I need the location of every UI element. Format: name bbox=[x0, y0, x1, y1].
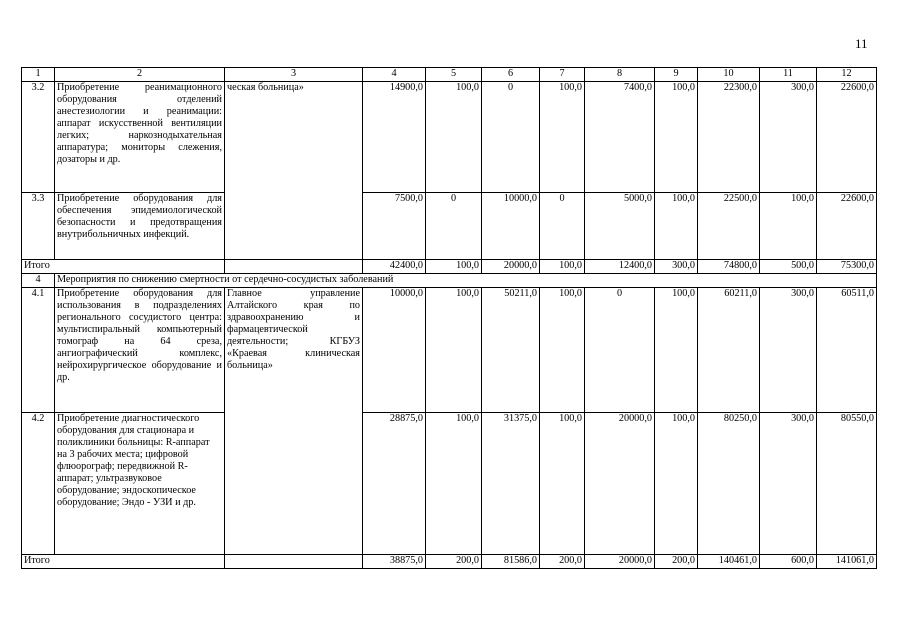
col-header-11: 11 bbox=[760, 68, 817, 82]
table-row bbox=[22, 413, 877, 555]
cell-col5: 100,0 bbox=[426, 288, 482, 413]
cell-col4: 14900,0 bbox=[363, 82, 426, 193]
cell-col8: 7400,0 bbox=[585, 82, 655, 193]
cell-col4: 28875,0 bbox=[363, 413, 426, 555]
col-header-2: 2 bbox=[55, 68, 225, 82]
cell-col10: 80250,0 bbox=[698, 413, 760, 555]
total-label: Итого bbox=[22, 555, 225, 569]
cell-col5: 100,0 bbox=[426, 82, 482, 193]
total-row bbox=[22, 555, 877, 569]
cell-col6: 50211,0 bbox=[482, 288, 540, 413]
col-header-9: 9 bbox=[655, 68, 698, 82]
cell-col8: 12400,0 bbox=[585, 260, 655, 274]
cell-col5: 100,0 bbox=[426, 413, 482, 555]
cell-col10: 140461,0 bbox=[698, 555, 760, 569]
col-header-12: 12 bbox=[817, 68, 877, 82]
section-row bbox=[22, 274, 877, 288]
cell-col5: 100,0 bbox=[426, 260, 482, 274]
col-header-8: 8 bbox=[585, 68, 655, 82]
cell-col12: 22600,0 bbox=[817, 193, 877, 260]
cell-col12: 60511,0 bbox=[817, 288, 877, 413]
cell-col11: 100,0 bbox=[760, 193, 817, 260]
row-description: Приобретение оборудования для использования в подразделениях регионального сосудистого центра: мультиспиральный компьютерный томограф на 64 среза, ангиографический комплекс, нейрохирургическое оборудование и др. bbox=[55, 288, 225, 413]
cell-col8: 20000,0 bbox=[585, 413, 655, 555]
page-number: 11 bbox=[855, 36, 868, 51]
measures-table bbox=[21, 67, 877, 569]
row-description: Приобретение реанимационного оборудования отделений анестезиологии и реанимации: аппарат искусственной вентиляции легких; наркознодыхательная аппаратура; мониторы слежения, дозаторы и др. bbox=[55, 82, 225, 193]
cell-col6: 20000,0 bbox=[482, 260, 540, 274]
cell-col7: 100,0 bbox=[540, 288, 585, 413]
cell-col11: 300,0 bbox=[760, 82, 817, 193]
col-header-5: 5 bbox=[426, 68, 482, 82]
cell-col4: 10000,0 bbox=[363, 288, 426, 413]
cell-col11: 600,0 bbox=[760, 555, 817, 569]
cell-col4: 42400,0 bbox=[363, 260, 426, 274]
cell-col11: 300,0 bbox=[760, 288, 817, 413]
cell-col12: 22600,0 bbox=[817, 82, 877, 193]
row-number: 4.2 bbox=[22, 413, 55, 555]
cell-col10: 22300,0 bbox=[698, 82, 760, 193]
column-number-row bbox=[22, 68, 877, 82]
cell-col9: 100,0 bbox=[655, 82, 698, 193]
table-row bbox=[22, 82, 877, 193]
row-number: 4.1 bbox=[22, 288, 55, 413]
cell-col8: 5000,0 bbox=[585, 193, 655, 260]
col-header-1: 1 bbox=[22, 68, 55, 82]
cell-col7: 100,0 bbox=[540, 82, 585, 193]
cell-col7: 100,0 bbox=[540, 260, 585, 274]
total-label: Итого bbox=[22, 260, 225, 274]
section-title: Мероприятия по снижению смертности от сердечно-сосудистых заболеваний bbox=[55, 274, 877, 288]
cell-col12: 141061,0 bbox=[817, 555, 877, 569]
cell-col10: 74800,0 bbox=[698, 260, 760, 274]
cell-col6: 31375,0 bbox=[482, 413, 540, 555]
cell-col10: 22500,0 bbox=[698, 193, 760, 260]
col-header-4: 4 bbox=[363, 68, 426, 82]
section-number: 4 bbox=[22, 274, 55, 288]
cell-col6: 0 bbox=[482, 82, 540, 193]
cell-col9: 200,0 bbox=[655, 555, 698, 569]
cell-col11: 300,0 bbox=[760, 413, 817, 555]
empty-cell bbox=[225, 555, 363, 569]
empty-cell bbox=[225, 260, 363, 274]
row-number: 3.2 bbox=[22, 82, 55, 193]
cell-col12: 75300,0 bbox=[817, 260, 877, 274]
cell-col5: 0 bbox=[426, 193, 482, 260]
cell-col9: 300,0 bbox=[655, 260, 698, 274]
cell-col12: 80550,0 bbox=[817, 413, 877, 555]
row-executor: Главное управление Алтайского края по здравоохранению и фармацевтической деятельности; КГБУЗ «Краевая клиническая больница» bbox=[225, 288, 363, 555]
table-row bbox=[22, 193, 877, 260]
cell-col7: 100,0 bbox=[540, 413, 585, 555]
cell-col6: 10000,0 bbox=[482, 193, 540, 260]
cell-col9: 100,0 bbox=[655, 288, 698, 413]
cell-col8: 20000,0 bbox=[585, 555, 655, 569]
row-description: Приобретение диагностического оборудования для стационара и поликлиники больницы: R-аппарат на 3 рабочих места; цифровой флюорограф; передвижной R-аппарат; ультразвуковое оборудование; эндоскопическое оборудование; Эндо - УЗИ и др. bbox=[55, 413, 225, 555]
total-row bbox=[22, 260, 877, 274]
table-row bbox=[22, 288, 877, 413]
col-header-6: 6 bbox=[482, 68, 540, 82]
cell-col11: 500,0 bbox=[760, 260, 817, 274]
cell-col9: 100,0 bbox=[655, 193, 698, 260]
cell-col7: 200,0 bbox=[540, 555, 585, 569]
cell-col5: 200,0 bbox=[426, 555, 482, 569]
cell-col10: 60211,0 bbox=[698, 288, 760, 413]
col-header-10: 10 bbox=[698, 68, 760, 82]
col-header-3: 3 bbox=[225, 68, 363, 82]
cell-col9: 100,0 bbox=[655, 413, 698, 555]
cell-col4: 38875,0 bbox=[363, 555, 426, 569]
row-description: Приобретение оборудования для обеспечения эпидемиологической безопасности и предотвращения внутрибольничных инфекций. bbox=[55, 193, 225, 260]
col-header-7: 7 bbox=[540, 68, 585, 82]
cell-col4: 7500,0 bbox=[363, 193, 426, 260]
cell-col7: 0 bbox=[540, 193, 585, 260]
row-number: 3.3 bbox=[22, 193, 55, 260]
cell-col6: 81586,0 bbox=[482, 555, 540, 569]
cell-col8: 0 bbox=[585, 288, 655, 413]
row-executor: ческая больница» bbox=[225, 82, 363, 260]
